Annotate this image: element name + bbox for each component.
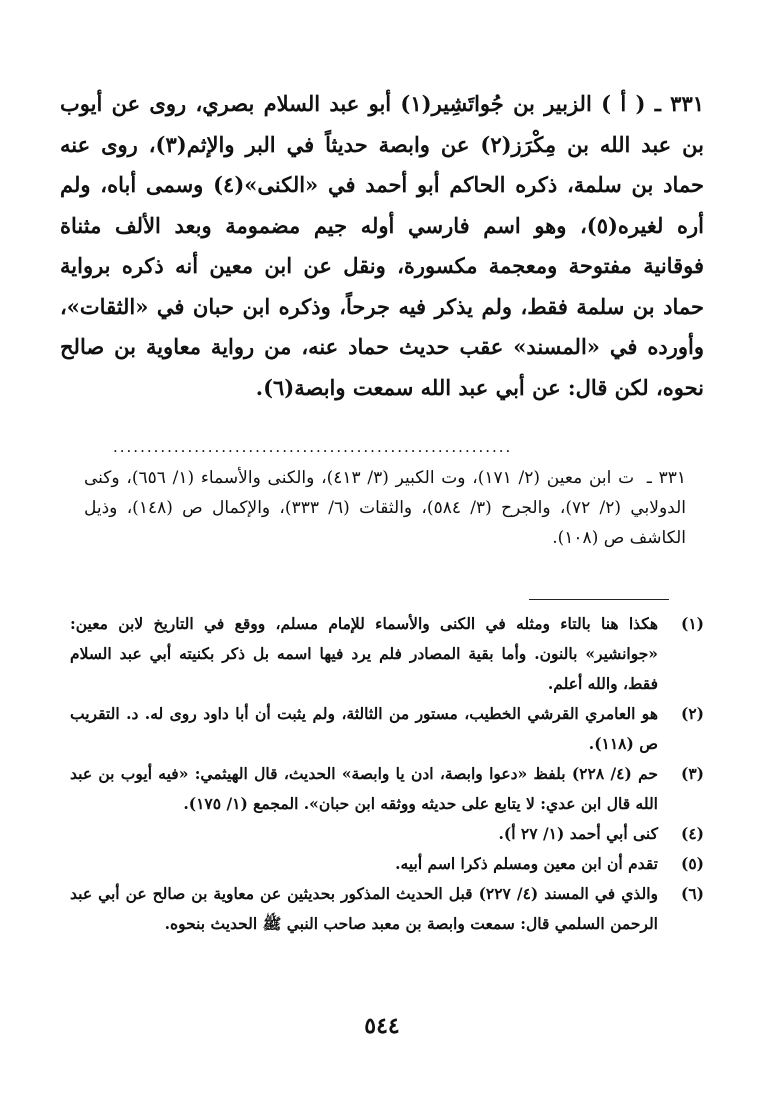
footnote-divider: [529, 599, 669, 600]
footnote-text: حم (٤/ ٢٢٨) بلفظ «دعوا وابصة، ادن يا وابصة» الحديث، قال الهيثمي: «فيه أيوب بن عبد الله قال ابن عدي: لا يتابع على حديثه ووثقه ابن حبان». المجمع (١/ ١٧٥).: [70, 764, 658, 813]
footnote-5: [70, 849, 704, 879]
footnotes: [70, 609, 704, 939]
footnote-text: هو العامري القرشي الخطيب، مستور من الثالثة، ولم يثبت أن أبا داود روى له. د. التقريب ص (١١٨).: [70, 704, 658, 753]
sources-text: ت ابن معين (٢/ ١٧١)، وت الكبير (٣/ ٤١٣)، والكنى والأسماء (١/ ٦٥٦)، وكنى الدولابي (٢/ ٧٢)، والجرح (٣/ ٥٨٤)، والثقات (٦/ ٣٣٣)، والإكمال ص (١٤٨)، وذيل الكاشف ص (١٠٨).: [84, 468, 686, 548]
footnote-4: [70, 819, 704, 849]
footnote-number: (٢): [680, 704, 704, 723]
footnote-text: والذي في المسند (٤/ ٢٢٧) قبل الحديث المذكور بحديثين عن معاوية بن صالح عن أبي عبد الرحمن السلمي قال: سمعت وابصة بن معبد صاحب النبي ﷺ الحديث بنحوه.: [70, 884, 658, 933]
footnote-6: [70, 879, 704, 939]
footnote-text: تقدم أن ابن معين ومسلم ذكرا اسم أبيه.: [395, 854, 658, 873]
footnote-number: (٦): [680, 884, 704, 903]
footnote-number: (٣): [680, 764, 704, 783]
footnote-1: [70, 609, 704, 699]
sources-block: [84, 463, 686, 553]
footnote-3: [70, 759, 704, 819]
separator-dots: ...........................................................: [113, 438, 513, 456]
page-number: ٥٤٤: [364, 1013, 400, 1039]
footnote-number: (٥): [680, 854, 704, 873]
entry-text: ٣٣١ ـ ( أ ) الزبير بن جُواتَشِير(١) أبو عبد السلام بصري، روى عن أيوب بن عبد الله بن مِكْرَز(٢) عن وابصة حديثاً في البر والإثم(٣)، روى عنه حماد بن سلمة، ذكره الحاكم أبو أحمد في «الكنى»(٤) وسمى أباه، ولم أره لغيره(٥)، وهو اسم فارسي أوله جيم مضمومة وبعد الألف مثناة فوقانية مفتوحة ومعجمة مكسورة، ونقل عن ابن معين أنه ذكره برواية حماد بن سلمة فقط، ولم يذكر فيه جرحاً، وذكره ابن حبان في «الثقات»، وأورده في «المسند» عقب حديث حماد عنه، من رواية معاوية بن صالح نحوه، لكن قال: عن أبي عبد الله سمعت وابصة(٦).: [60, 91, 705, 400]
biography-entry: [60, 84, 704, 408]
footnote-number: (١): [680, 614, 704, 633]
footnote-text: كنى أبي أحمد (١/ ٢٧ أ).: [498, 824, 658, 843]
footnote-2: [70, 699, 704, 759]
footnote-number: (٤): [680, 824, 704, 843]
footnote-text: هكذا هنا بالتاء ومثله في الكنى والأسماء للإمام مسلم، ووقع في التاريخ لابن معين: «جوانشير» بالنون. وأما بقية المصادر فلم يرد فيها اسمه بل ذكر بكنيته أبي عبد السلام فقط، والله أعلم.: [70, 614, 658, 693]
sources-number: ٣٣١ ـ: [646, 468, 686, 488]
